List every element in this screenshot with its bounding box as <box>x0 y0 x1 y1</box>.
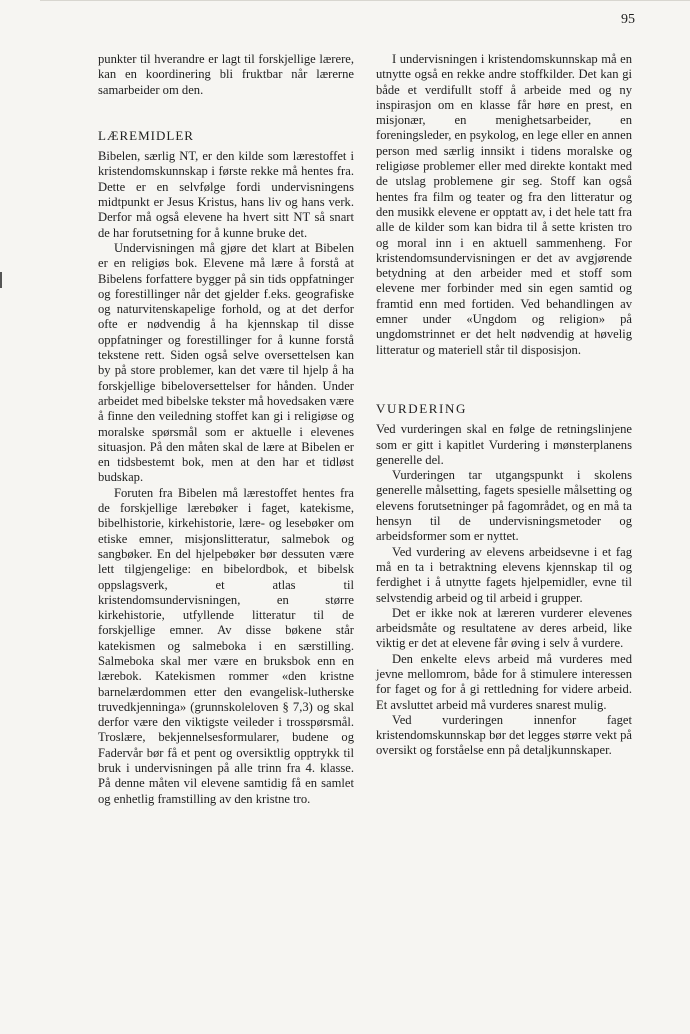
body-paragraph: Den enkelte elevs arbeid må vurderes med jevne mellomrom, både for å stimulere interessen for faget og for å gi rettledning for videre arbeid. Et avsluttet arbeid må vurderes snarest mulig. <box>376 651 632 712</box>
body-paragraph: Ved vurderingen innenfor faget kristendomskunnskap bør det legges større vekt på oversikt og forståelse enn på detaljkunnskaper. <box>376 712 632 758</box>
page-number: 95 <box>621 12 635 27</box>
body-paragraph: Undervisningen må gjøre det klart at Bibelen er en religiøs bok. Elevene må lære å forstå at Bibelens forfattere bygger på sin tids oppfatninger og forestillinger når det gjelder f.eks. geografiske og naturvitenskapelige forhold, og at det derfor ofte er nødvendig å ha kjennskap til disse oppfatninger og forestillinger for å kunne forstå tekstene rett. Siden også selve oversettelsen kan by på store problemer, kan det være til hjelp å ha forskjellige bibeloversettelser for hånden. Under arbeidet med bibelske tekster må hovedsaken være å finne den veiledning stoffet kan gi i religiøse og moralske spørsmål som er aktuelle i elevenes situasjon. På den måten skal de lære at Bibelen er en tidsbestemt bok, men at den har et tidløst budskap. <box>98 240 354 485</box>
body-paragraph: Det er ikke nok at læreren vurderer elevenes arbeidsmåte og resultatene av deres arbeid, like viktig er det at elevene får øving i selv å vurdere. <box>376 605 632 651</box>
intro-paragraph: punkter til hverandre er lagt til forskjellige lærere, kan en koordinering bli fruktbar når lærerne samarbeider om den. <box>98 52 354 97</box>
body-paragraph: Foruten fra Bibelen må lærestoffet hentes fra de forskjellige lærebøker i faget, katekisme, bibelhistorie, kirkehistorie, lære- og lesebøker om etiske emner, misjonslitteratur, salmebok og sangbøker. En del hjelpebøker bør dessuten være lett tilgjengelige: en bibelordbok, et bibelsk oppslagsverk, et atlas til kristendomsundervisningen, en større kirkehistorie, utfyllende litteratur til de forskjellige emner. Av disse bøkene står katekismen og salmeboka i en særstilling. Salmeboka skal mer være en bruksbok enn en lærebok. Katekismen rommer «den kristne barnelærdommen etter den evangelisk-lutherske truvedkjenninga» (grunnskoleloven § 7,3) og skal derfor være den viktigste veileder i trosspørsmål. Troslære, bekjennelsesformularer, budene og Fadervår bør få et pent og oversiktlig opptrykk til bruk i undervisningen på alle trinn fra 4. klasse. På denne måten vil elevene samtidig få en samlet og enhetlig framstilling av den kristne tro. <box>98 485 354 806</box>
right-column <box>376 52 632 759</box>
body-paragraph: Ved vurderingen skal en følge de retningslinjene som er gitt i kapitlet Vurdering i mønsterplanens generelle del. <box>376 422 632 467</box>
body-paragraph: Vurderingen tar utgangspunkt i skolens generelle målsetting, fagets spesielle målsetting og elevens forutsetninger på fagområdet, og en må ta hensyn til de undervisningsmetoder og arbeidsformer som er nyttet. <box>376 468 632 544</box>
body-paragraph: Ved vurdering av elevens arbeidsevne i et fag må en ta i betraktning elevens kjennskap til og ferdighet i å utnytte fagets hjelpemidler, evne til selvstendig arbeid og til arbeid i grupper. <box>376 544 632 605</box>
left-column <box>98 52 354 807</box>
body-paragraph: I undervisningen i kristendomskunnskap må en utnytte også en rekke andre stoffkilder. Det kan gi både et verdifullt stoff å arbeide med og ny inspirasjon om en klasse får høre en prest, en misjonær, en menighetsarbeider, en foreningsleder, en psykolog, en lege eller en annen person med særlig innsikt i tidens moralske og religiøse problemer eller med direkte kontakt med de utslag problemene gir seg. Stoff kan også hentes fra film og teater og fra den litteratur og den musikk elevene er opptatt av, i det hele tatt fra alle de kilder som kan bidra til å sette kristen tro og moral inn i en aktuell sammenheng. For kristendomsundervisningen er det av avgjørende betydning at den arbeider med et stoff som elevene mer forbinder med sin egen samtid og framtid enn med fortiden. Ved behandlingen av emner under «Ungdom og religion» på ungdomstrinnet er det helt nødvendig at høvelig litteratur og materiell står til disposisjon. <box>376 52 632 357</box>
scan-edge-line <box>40 0 690 1</box>
section-heading-laeremidler: LÆREMIDLER <box>98 127 194 143</box>
section-heading-vurdering: VURDERING <box>376 400 467 416</box>
body-paragraph: Bibelen, særlig NT, er den kilde som lærestoffet i kristendomskunnskap i første rekke må hentes fra. Dette er en selvfølge fordi undervisningens midtpunkt er Jesus Kristus, hans liv og hans verk. Derfor må også elevene ha hvert sitt NT så snart de har forutsetning for å kunne bruke det. <box>98 149 354 240</box>
margin-mark <box>0 272 2 288</box>
